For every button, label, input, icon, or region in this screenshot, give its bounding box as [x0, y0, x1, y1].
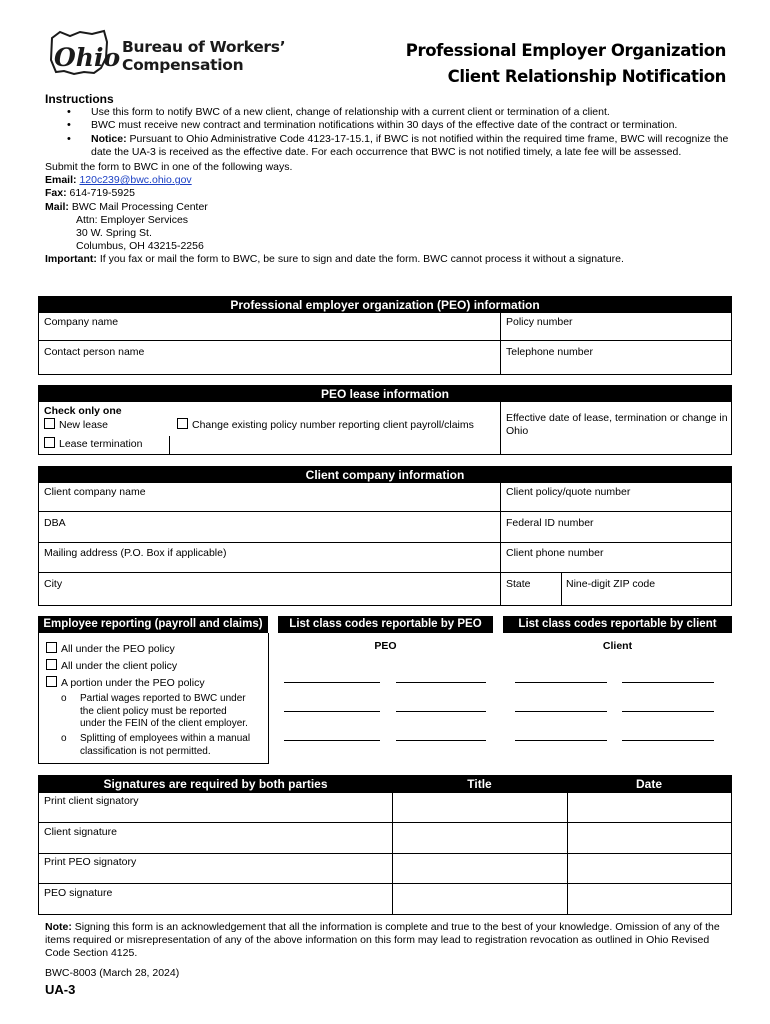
note-line: the client policy must be reported: [80, 705, 227, 717]
sub-bullet-marker: o: [61, 693, 67, 704]
title-line-2: Client Relationship Notification: [447, 67, 726, 86]
client-phone-field[interactable]: Client phone number: [506, 547, 604, 559]
email-link[interactable]: 120c239@bwc.ohio.gov: [79, 174, 192, 187]
all-peo-label: All under the PEO policy: [61, 643, 175, 655]
instructions: [45, 93, 735, 267]
peo-code-line[interactable]: [284, 682, 380, 683]
org-line-1: Bureau of Workers’: [122, 38, 286, 56]
notice-text: Pursuant to Ohio Administrative Code 4123-17-15.1, if BWC is not notified within the required time frame, BWC will recognize the date the UA-3 is received as the effective date. For each occurrence that BWC is not notified timely, a late fee will be assessed.: [91, 132, 729, 158]
mail-line: Columbus, OH 43215-2256: [76, 240, 204, 253]
client-company-name-field[interactable]: Client company name: [44, 486, 146, 498]
important-text: If you fax or mail the form to BWC, be sure to sign and date the form. BWC cannot process it without a signature.: [96, 253, 624, 266]
sub-bullet-marker: o: [61, 733, 67, 744]
email-label: Email:: [45, 174, 77, 187]
note-text: Signing this form is an acknowledgement that all the information is complete and true to the best of your knowledge. Omission of any of the items required or misrepresentation of any of the above information on this form may lead to registration revocation as outlined in Ohio Revised Code Section 4125.: [45, 921, 720, 959]
peo-info-heading: Professional employer organization (PEO) information: [39, 297, 731, 313]
important-label: Important:: [45, 253, 97, 266]
client-code-line[interactable]: [515, 711, 607, 712]
title-line-1: Professional Employer Organization: [405, 41, 726, 60]
submit-text: Submit the form to BWC in one of the following ways.: [45, 161, 293, 174]
note-label: Note:: [45, 921, 72, 933]
ohio-logo: [46, 28, 121, 76]
portion-peo-option[interactable]: [46, 676, 205, 689]
all-client-option[interactable]: [46, 659, 177, 672]
peo-code-line[interactable]: [396, 740, 486, 741]
policy-number-field[interactable]: Policy number: [506, 316, 573, 328]
peo-code-line[interactable]: [396, 711, 486, 712]
federal-id-field[interactable]: Federal ID number: [506, 517, 594, 529]
portion-peo-label: A portion under the PEO policy: [61, 677, 205, 689]
new-lease-label: New lease: [59, 419, 109, 431]
change-policy-option[interactable]: [177, 418, 474, 431]
notice-label: Notice:: [91, 132, 127, 145]
mail-line: BWC Mail Processing Center: [71, 200, 208, 213]
dba-field[interactable]: DBA: [44, 517, 66, 529]
note-line: Splitting of employees within a manual: [80, 733, 251, 744]
client-heading: Client company information: [39, 467, 731, 483]
peo-info-section: [38, 296, 732, 375]
change-policy-checkbox[interactable]: [177, 418, 188, 429]
client-code-line[interactable]: [622, 740, 714, 741]
print-peo-signatory-field[interactable]: Print PEO signatory: [44, 856, 137, 868]
mail-line: Attn: Employer Services: [76, 213, 189, 226]
peo-signature-field[interactable]: PEO signature: [44, 887, 113, 899]
mailing-address-field[interactable]: Mailing address (P.O. Box if applicable): [44, 547, 227, 559]
lease-termination-checkbox[interactable]: [44, 437, 55, 448]
company-name-field[interactable]: Company name: [44, 316, 119, 328]
note-line: Partial wages reported to BWC under: [80, 693, 246, 704]
all-client-checkbox[interactable]: [46, 659, 57, 670]
city-field[interactable]: City: [44, 578, 63, 590]
form-number: BWC-8003 (March 28, 2024): [45, 967, 180, 979]
reporting-section: [38, 616, 732, 764]
client-signature-field[interactable]: Client signature: [44, 826, 117, 838]
ohio-state-outline-icon: [46, 28, 121, 76]
peo-code-line[interactable]: [284, 711, 380, 712]
lease-section: [38, 385, 732, 455]
peo-code-line[interactable]: [284, 740, 380, 741]
portion-peo-checkbox[interactable]: [46, 676, 57, 687]
date-heading: Date: [567, 776, 731, 793]
zip-field[interactable]: Nine-digit ZIP code: [566, 578, 656, 590]
telephone-field[interactable]: Telephone number: [506, 346, 593, 358]
new-lease-option[interactable]: [44, 418, 108, 431]
all-client-label: All under the client policy: [61, 660, 178, 672]
form-title: [406, 38, 726, 90]
state-field[interactable]: State: [506, 578, 531, 590]
instructions-heading: Instructions: [45, 92, 114, 106]
lease-termination-option[interactable]: [44, 437, 142, 450]
instruction-bullet: • BWC must receive new contract and termination notifications within 30 days of the effective date of the contract or termination.: [67, 119, 735, 132]
fax-label: Fax:: [45, 187, 67, 200]
all-peo-checkbox[interactable]: [46, 642, 57, 653]
signatures-section: [38, 775, 732, 915]
print-client-signatory-field[interactable]: Print client signatory: [44, 795, 139, 807]
mail-line: 30 W. Spring St.: [76, 227, 152, 240]
client-code-line[interactable]: [622, 682, 714, 683]
check-only-label: Check only one: [44, 405, 122, 417]
peo-code-line[interactable]: [396, 682, 486, 683]
effective-date-field[interactable]: Effective date of lease, termination or change in Ohio: [506, 412, 728, 437]
note-line: under the FEIN of the client employer.: [80, 718, 248, 729]
peo-codes-heading: List class codes reportable by PEO: [278, 616, 493, 633]
partial-wages-note: [80, 693, 248, 731]
change-policy-label: Change existing policy number reporting client payroll/claims: [192, 419, 474, 431]
org-line-2: Compensation: [122, 56, 244, 74]
instruction-bullet: [67, 133, 735, 159]
fax-number: 614-719-5925: [69, 187, 135, 200]
client-codes-heading: List class codes reportable by client: [503, 616, 732, 633]
instruction-bullet: • Use this form to notify BWC of a new client, change of relationship with a current client or termination of a client.: [67, 106, 735, 119]
client-code-line[interactable]: [622, 711, 714, 712]
note-line: classification is not permitted.: [80, 745, 211, 757]
mail-label: Mail:: [45, 200, 69, 213]
reporting-heading: Employee reporting (payroll and claims): [38, 616, 268, 633]
org-name: [122, 38, 285, 74]
logo-text: Ohio: [54, 43, 121, 72]
peo-column-label: PEO: [374, 640, 397, 652]
lease-heading: PEO lease information: [39, 386, 731, 402]
client-policy-field[interactable]: Client policy/quote number: [506, 486, 631, 498]
contact-person-field[interactable]: Contact person name: [44, 346, 145, 358]
new-lease-checkbox[interactable]: [44, 418, 55, 429]
client-code-line[interactable]: [515, 682, 607, 683]
title-heading: Title: [392, 776, 567, 793]
client-code-line[interactable]: [515, 740, 607, 741]
footer-note: [45, 921, 733, 960]
client-column-label: Client: [602, 640, 633, 652]
client-section: [38, 466, 732, 606]
form-code: UA-3: [45, 982, 76, 997]
splitting-note: [80, 733, 250, 758]
lease-termination-label: Lease termination: [59, 438, 143, 450]
signatures-heading: Signatures are required by both parties: [39, 776, 392, 793]
all-peo-option[interactable]: [46, 642, 175, 655]
